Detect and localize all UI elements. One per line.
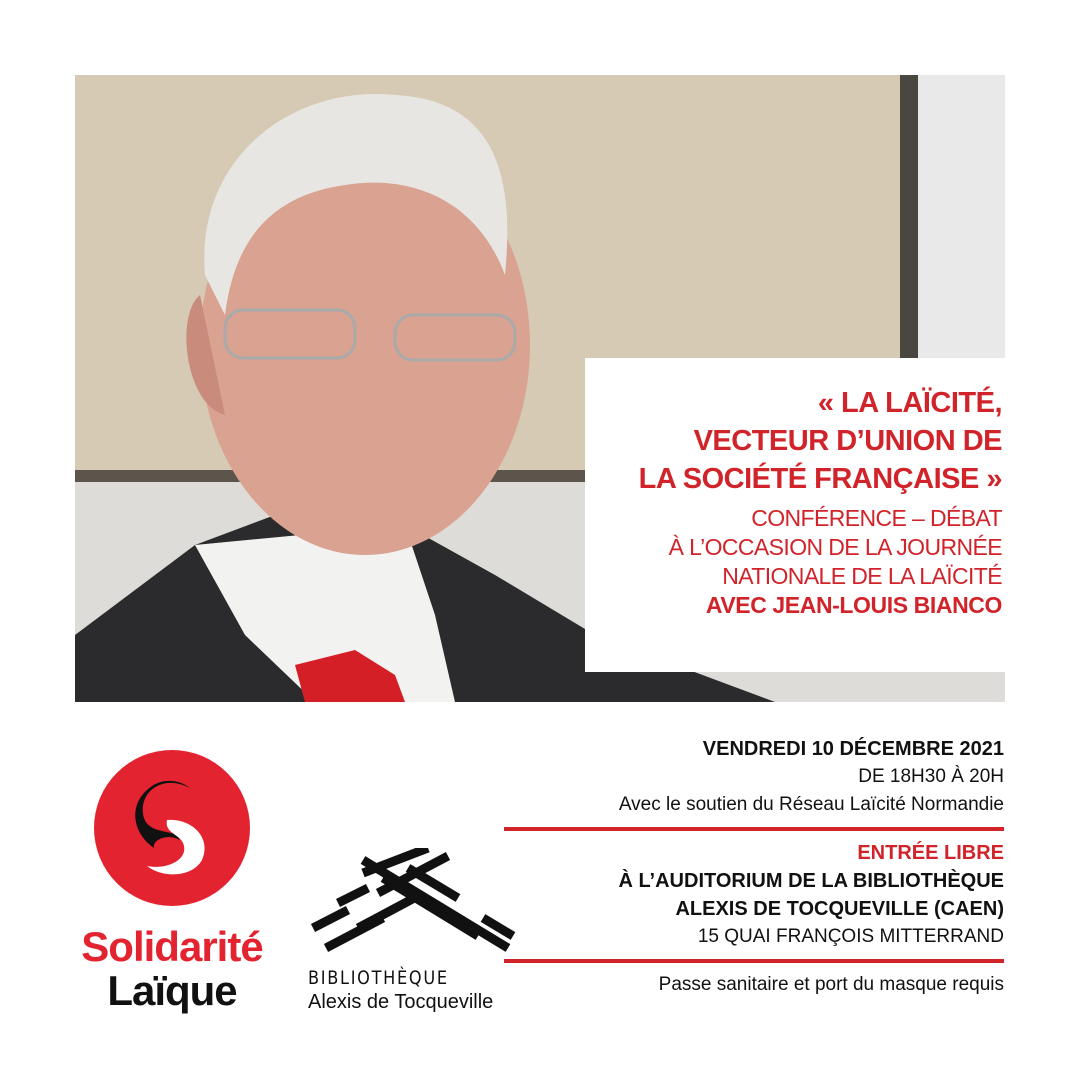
solidarite-logo-icon	[92, 748, 252, 908]
venue-line: ALEXIS DE TOCQUEVILLE (CAEN)	[675, 898, 1004, 920]
solidarite-laique-logo	[74, 748, 270, 1013]
bibliotheque-label: BIBLIOTHÈQUE	[308, 967, 449, 989]
subtitle-line: CONFÉRENCE – DÉBAT	[751, 505, 1002, 531]
bibliotheque-logo	[308, 848, 523, 1014]
health-notice: Passe sanitaire et port du masque requis	[658, 974, 1004, 995]
laique-name: Laïque	[107, 967, 237, 1014]
entry-label: ENTRÉE LIBRE	[857, 842, 1004, 864]
divider	[504, 827, 1004, 831]
bibliotheque-name: Alexis de Tocqueville	[308, 991, 494, 1013]
divider	[504, 959, 1004, 963]
subtitle-line: NATIONALE DE LA LAÏCITÉ	[722, 563, 1002, 589]
bibliotheque-logo-icon	[308, 848, 518, 958]
title-line: VECTEUR D’UNION DE	[693, 425, 1002, 457]
title-line: « LA LAÏCITÉ,	[817, 387, 1002, 419]
event-time: DE 18H30 À 20H	[858, 766, 1004, 787]
speaker-name: AVEC JEAN-LOUIS BIANCO	[705, 592, 1002, 618]
event-info	[504, 735, 1004, 999]
subtitle-line: À L’OCCASION DE LA JOURNÉE	[668, 534, 1002, 560]
event-support: Avec le soutien du Réseau Laïcité Normandie	[618, 794, 1004, 815]
venue-address: 15 QUAI FRANÇOIS MITTERRAND	[697, 926, 1004, 947]
event-date: VENDREDI 10 DÉCEMBRE 2021	[702, 738, 1004, 760]
title-line: LA SOCIÉTÉ FRANÇAISE »	[638, 463, 1002, 495]
venue-line: À L’AUDITORIUM DE LA BIBLIOTHÈQUE	[618, 870, 1004, 892]
solidarite-name: Solidarité	[81, 923, 263, 970]
title-box	[585, 358, 1005, 672]
